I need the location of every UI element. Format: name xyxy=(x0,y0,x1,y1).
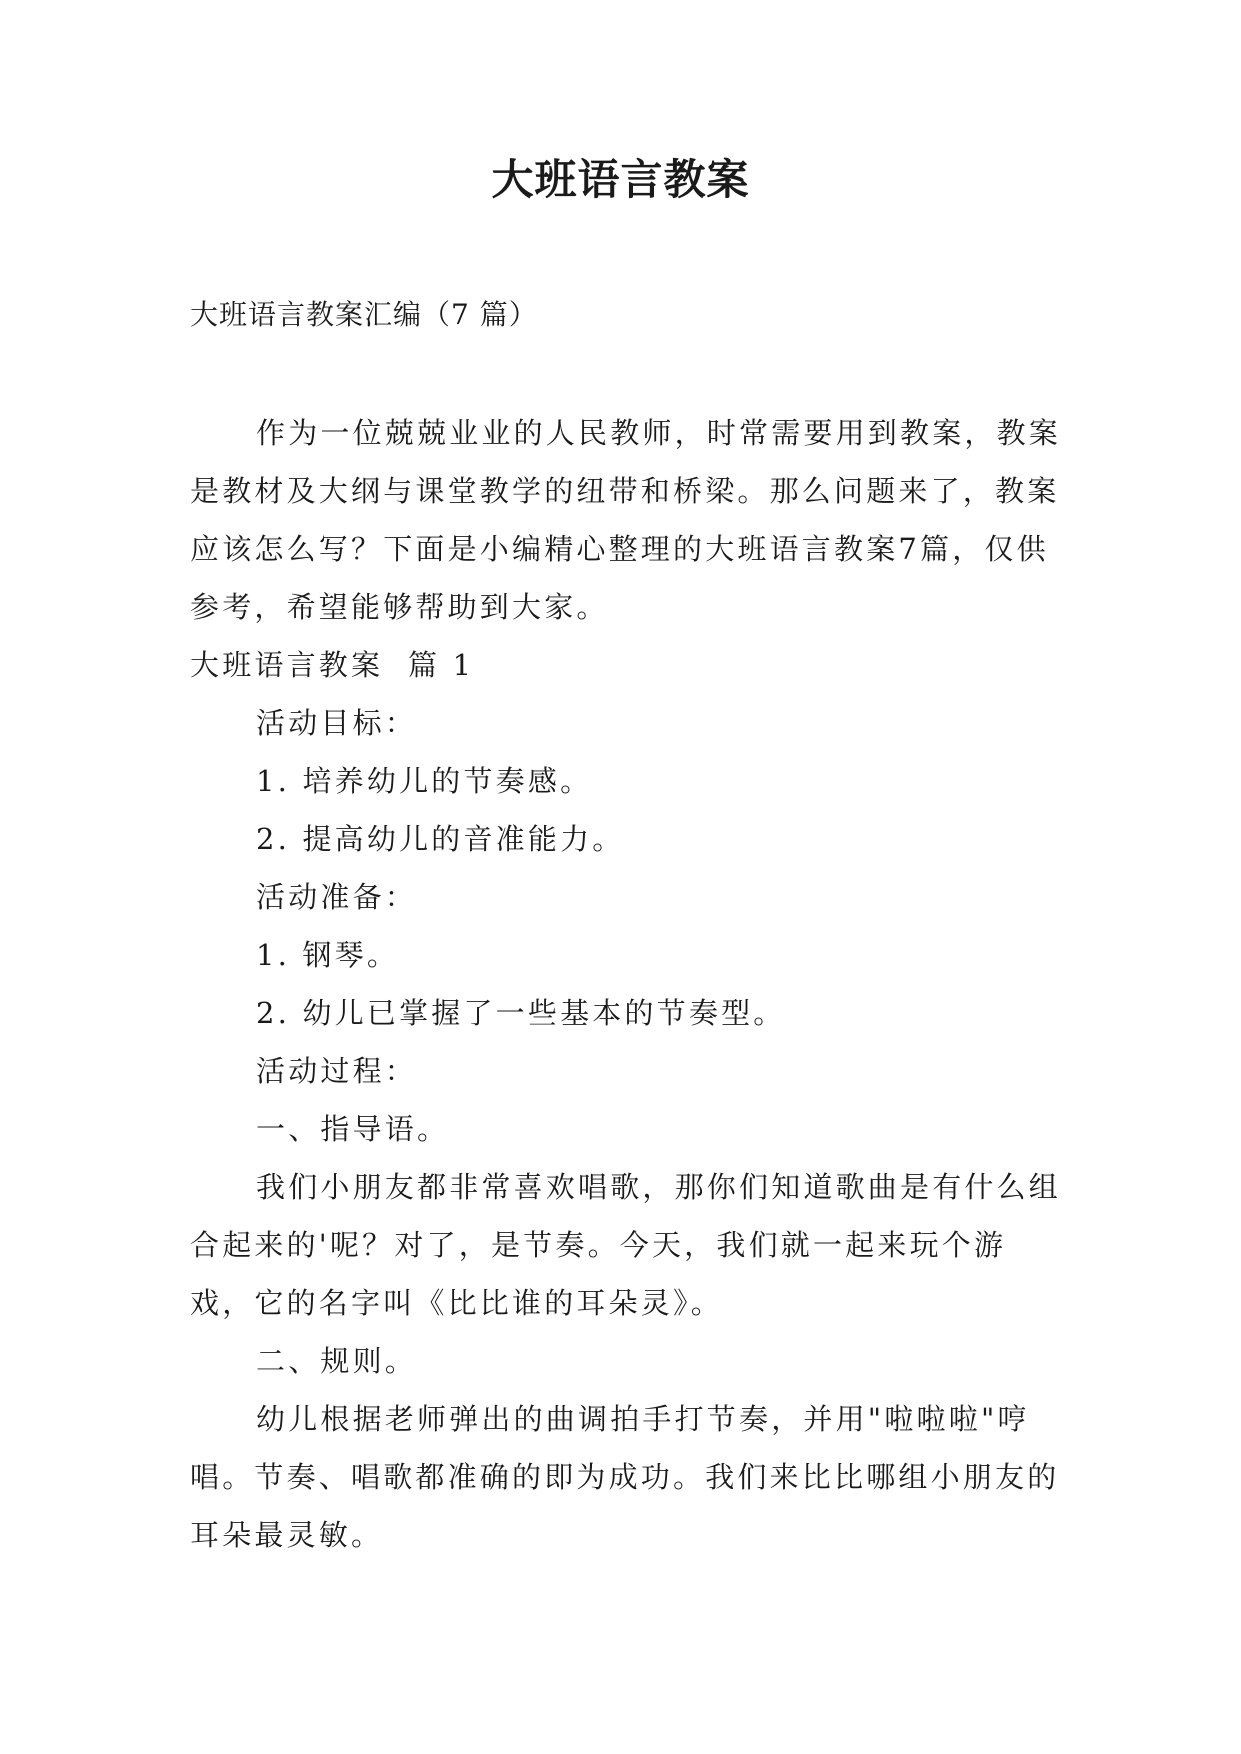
prep-item: 1. 钢琴。 xyxy=(256,938,400,972)
goal-item: 2. 提高幼儿的音准能力。 xyxy=(256,822,625,856)
goal-item: 1. 培养幼儿的节奏感。 xyxy=(256,764,593,798)
intro-paragraph: 作为一位兢兢业业的人民教师，时常需要用到教案，教案是教材及大纲与课堂教学的纽带和桥梁。那么问题来了，教案应该怎么写？下面是小编精心整理的大班语言教案7篇，仅供参考，希望能够帮助到大家。 xyxy=(190,416,1062,624)
step-heading: 一、指导语。 xyxy=(256,1112,450,1146)
activity-process-heading: 活动过程： xyxy=(256,1054,418,1088)
section-heading: 大班语言教案 篇 1 xyxy=(190,648,475,682)
step-paragraph: 幼儿根据老师弹出的曲调拍手打节奏，并用"啦啦啦"哼唱。节奏、唱歌都准确的即为成功。我们来比比哪组小朋友的耳朵最灵敏。 xyxy=(190,1402,1060,1552)
step-heading: 二、规则。 xyxy=(256,1344,418,1378)
document-title: 大班语言教案 xyxy=(491,155,750,204)
activity-goals-heading: 活动目标： xyxy=(256,706,418,740)
document-body xyxy=(190,286,1070,1564)
document-subtitle: 大班语言教案汇编（7 篇） xyxy=(190,298,538,331)
activity-prep-heading: 活动准备： xyxy=(256,880,418,914)
step-paragraph: 我们小朋友都非常喜欢唱歌，那你们知道歌曲是有什么组合起来的'呢？对了，是节奏。今天，我们就一起来玩个游戏，它的名字叫《比比谁的耳朵灵》。 xyxy=(190,1170,1062,1320)
prep-item: 2. 幼儿已掌握了一些基本的节奏型。 xyxy=(256,996,786,1030)
